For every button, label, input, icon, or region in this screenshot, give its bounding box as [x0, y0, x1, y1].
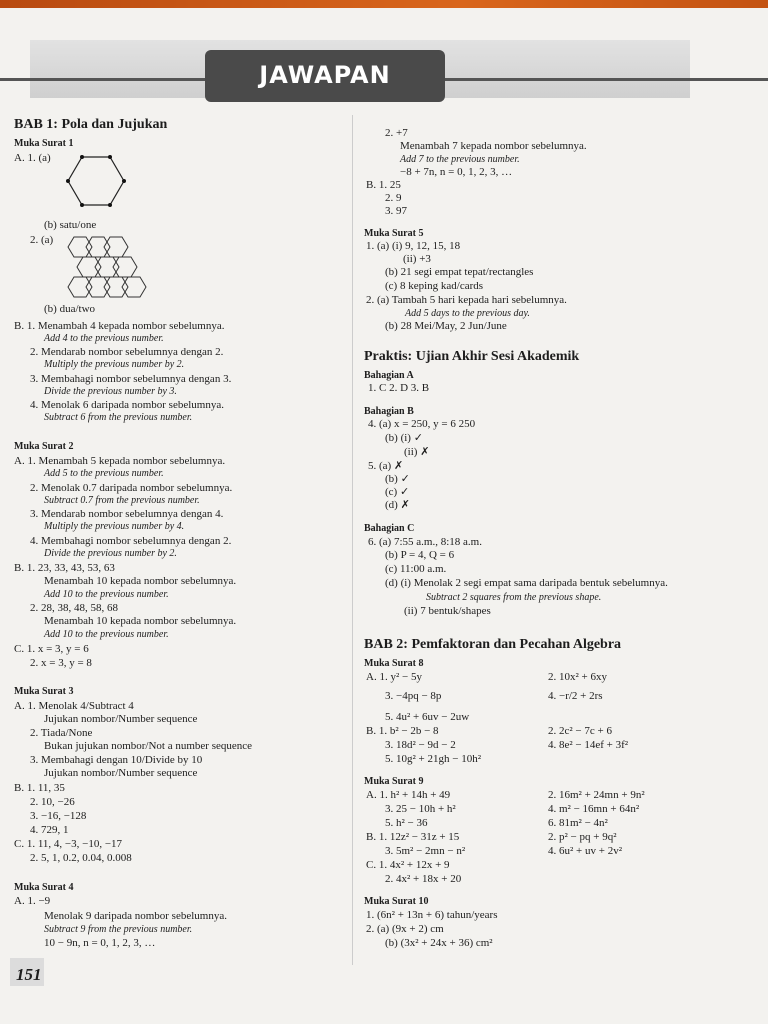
right-line: 3. −4pq − 8p: [385, 690, 442, 702]
right-line: (d) ✗: [385, 499, 410, 511]
left-line: Muka Surat 3: [14, 686, 74, 697]
left-line: Subtract 0.7 from the previous number.: [44, 495, 200, 506]
top-edge-band: [0, 0, 768, 8]
right-line: Bahagian C: [364, 523, 415, 534]
left-line: Subtract 6 from the previous number.: [44, 412, 193, 423]
right-line: (b) (3x² + 24x + 36) cm²: [385, 937, 493, 949]
hexagon-pattern-figure: [64, 236, 152, 298]
right-line: 2. 4x² + 18x + 20: [385, 873, 462, 885]
left-line: 2. Mendarab nombor sebelumnya dengan 2.: [30, 346, 224, 358]
left-line: (b) dua/two: [44, 303, 96, 315]
left-line: Bukan jujukan nombor/Not a number sequence: [44, 740, 253, 752]
left-line: 4. Membahagi nombor sebelumnya dengan 2.: [30, 535, 232, 547]
right2-line: 4. 6u² + uv + 2v²: [548, 845, 623, 857]
left-line: 4. Menolak 6 daripada nombor sebelumnya.: [30, 399, 224, 411]
left-line: 2. 28, 38, 48, 58, 68: [30, 602, 118, 614]
right-line: Bahagian B: [364, 406, 414, 417]
left-line: 2. (a): [30, 234, 54, 246]
left-line: Menolak 9 daripada nombor sebelumnya.: [44, 910, 227, 922]
left-line: C. 1. 11, 4, −3, −10, −17: [14, 838, 123, 850]
right-line: Bahagian A: [364, 370, 414, 381]
left-line: 4. 729, 1: [30, 824, 69, 836]
right-line: (ii) ✗: [404, 446, 430, 458]
left-line: A. 1. −9: [14, 895, 51, 907]
right-line: B. 1. 12z² − 31z + 15: [366, 831, 460, 843]
right-line: B. 1. b² − 2b − 8: [366, 725, 439, 737]
left-line: A. 1. Menolak 4/Subtract 4: [14, 700, 134, 712]
left-line: Multiply the previous number by 4.: [44, 521, 185, 532]
right-line: B. 1. 25: [366, 179, 401, 191]
right-line: 5. 10g² + 21gh − 10h²: [385, 753, 482, 765]
right-line: 3. 5m² − 2mn − n²: [385, 845, 466, 857]
left-line: 2. x = 3, y = 8: [30, 657, 92, 669]
left-line: (b) satu/one: [44, 219, 97, 231]
right2-line: 2. 2c² − 7c + 6: [548, 725, 612, 737]
left-line: BAB 1: Pola dan Jujukan: [14, 117, 168, 132]
left-line: 3. Membahagi nombor sebelumnya dengan 3.: [30, 373, 232, 385]
right-line: 1. (6n² + 13n + 6) tahun/years: [366, 909, 498, 921]
left-line: A. 1. Menambah 5 kepada nombor sebelumnya.: [14, 455, 226, 467]
left-line: 3. Membahagi dengan 10/Divide by 10: [30, 754, 203, 766]
left-line: Divide the previous number by 2.: [44, 548, 177, 559]
right-line: 2. 9: [385, 192, 402, 204]
right-line: 5. h² − 36: [385, 817, 428, 829]
right2-line: 4. m² − 16mn + 64n²: [548, 803, 640, 815]
right2-line: 4. 8e² − 14ef + 3f²: [548, 739, 629, 751]
right-line: 5. 4u² + 6uv − 2uw: [385, 711, 470, 723]
right-line: 2. (a) (9x + 2) cm: [366, 923, 444, 935]
right-line: A. 1. y² − 5y: [366, 671, 422, 683]
left-line: 2. 10, −26: [30, 796, 75, 808]
left-line: B. 1. 23, 33, 43, 53, 63: [14, 562, 115, 574]
left-line: Jujukan nombor/Number sequence: [44, 713, 198, 725]
right-line: 3. 18d² − 9d − 2: [385, 739, 456, 751]
right-line: (c) 8 keping kad/cards: [385, 280, 484, 292]
left-line: Add 5 to the previous number.: [44, 468, 164, 479]
left-line: Add 10 to the previous number.: [44, 629, 169, 640]
right-line: 5. (a) ✗: [368, 460, 404, 472]
left-line: 2. 5, 1, 0.2, 0.04, 0.008: [30, 852, 132, 864]
right-line: BAB 2: Pemfaktoran dan Pecahan Algebra: [364, 637, 622, 652]
right-line: 2. +7: [385, 127, 408, 139]
right-line: Muka Surat 5: [364, 228, 424, 239]
left-line: Jujukan nombor/Number sequence: [44, 767, 198, 779]
left-line: Divide the previous number by 3.: [44, 386, 177, 397]
right-line: (b) 28 Mei/May, 2 Jun/June: [385, 320, 507, 332]
left-line: 3. −16, −128: [30, 810, 87, 822]
right2-line: 2. 16m² + 24mn + 9n²: [548, 789, 645, 801]
page-number: 151: [16, 965, 42, 984]
right-line: (c) 11:00 a.m.: [385, 563, 447, 575]
left-line: C. 1. x = 3, y = 6: [14, 643, 89, 655]
left-line: 3. Mendarab nombor sebelumnya dengan 4.: [30, 508, 224, 520]
right-line: Muka Surat 8: [364, 658, 424, 669]
right-line: 1. (a) (i) 9, 12, 15, 18: [366, 240, 461, 252]
right-line: 3. 97: [385, 205, 407, 217]
right2-line: 2. p² − pq + 9q²: [548, 831, 617, 843]
right-line: −8 + 7n, n = 0, 1, 2, 3, …: [400, 166, 513, 178]
right2-line: 2. 10x² + 6xy: [548, 671, 608, 683]
right-line: A. 1. h² + 14h + 49: [366, 789, 451, 801]
right-line: 4. (a) x = 250, y = 6 250: [368, 418, 476, 430]
right-line: (ii) 7 bentuk/shapes: [404, 605, 491, 617]
right-line: (b) 21 segi empat tepat/rectangles: [385, 266, 534, 278]
right-line: 6. (a) 7:55 a.m., 8:18 a.m.: [368, 536, 482, 548]
right-line: Add 5 days to the previous day.: [405, 308, 530, 319]
left-line: A. 1. (a): [14, 152, 51, 164]
right-line: C. 1. 4x² + 12x + 9: [366, 859, 450, 871]
right-line: Menambah 7 kepada nombor sebelumnya.: [400, 140, 587, 152]
right-line: (d) (i) Menolak 2 segi empat sama daripada bentuk sebelumnya.: [385, 577, 668, 589]
left-line: Menambah 10 kepada nombor sebelumnya.: [44, 615, 237, 627]
right-line: (b) (i) ✓: [385, 432, 423, 444]
right2-line: 4. −r/2 + 2rs: [548, 690, 603, 702]
right-line: (b) P = 4, Q = 6: [385, 549, 455, 561]
left-line: 2. Menolak 0.7 daripada nombor sebelumnya.: [30, 482, 233, 494]
right-line: Praktis: Ujian Akhir Sesi Akademik: [364, 349, 580, 364]
page-title: JAWAPAN: [205, 50, 445, 102]
right2-line: 6. 81m² − 4n²: [548, 817, 608, 829]
left-line: Menambah 10 kepada nombor sebelumnya.: [44, 575, 237, 587]
right-line: 1. C 2. D 3. B: [368, 382, 430, 394]
left-line: 2. Tiada/None: [30, 727, 93, 739]
right-line: Subtract 2 squares from the previous shape.: [426, 592, 602, 603]
hexagon-figure: [66, 155, 126, 207]
left-line: Add 4 to the previous number.: [44, 333, 164, 344]
right-line: 3. 25 − 10h + h²: [385, 803, 456, 815]
right-line: Muka Surat 9: [364, 776, 424, 787]
left-line: Muka Surat 4: [14, 882, 74, 893]
left-line: B. 1. Menambah 4 kepada nombor sebelumnya.: [14, 320, 225, 332]
right-line: Add 7 to the previous number.: [400, 154, 520, 165]
left-line: Add 10 to the previous number.: [44, 589, 169, 600]
right-line: (b) ✓: [385, 473, 410, 485]
column-divider: [352, 115, 353, 965]
left-line: B. 1. 11, 35: [14, 782, 65, 794]
right-line: 2. (a) Tambah 5 hari kepada hari sebelumnya.: [366, 294, 567, 306]
left-line: Muka Surat 1: [14, 138, 74, 149]
right-line: (ii) +3: [403, 253, 431, 265]
left-line: Multiply the previous number by 2.: [44, 359, 185, 370]
left-line: Muka Surat 2: [14, 441, 74, 452]
right-line: (c) ✓: [385, 486, 410, 498]
right-line: Muka Surat 10: [364, 896, 429, 907]
left-line: Subtract 9 from the previous number.: [44, 924, 193, 935]
left-line: 10 − 9n, n = 0, 1, 2, 3, …: [44, 937, 156, 949]
